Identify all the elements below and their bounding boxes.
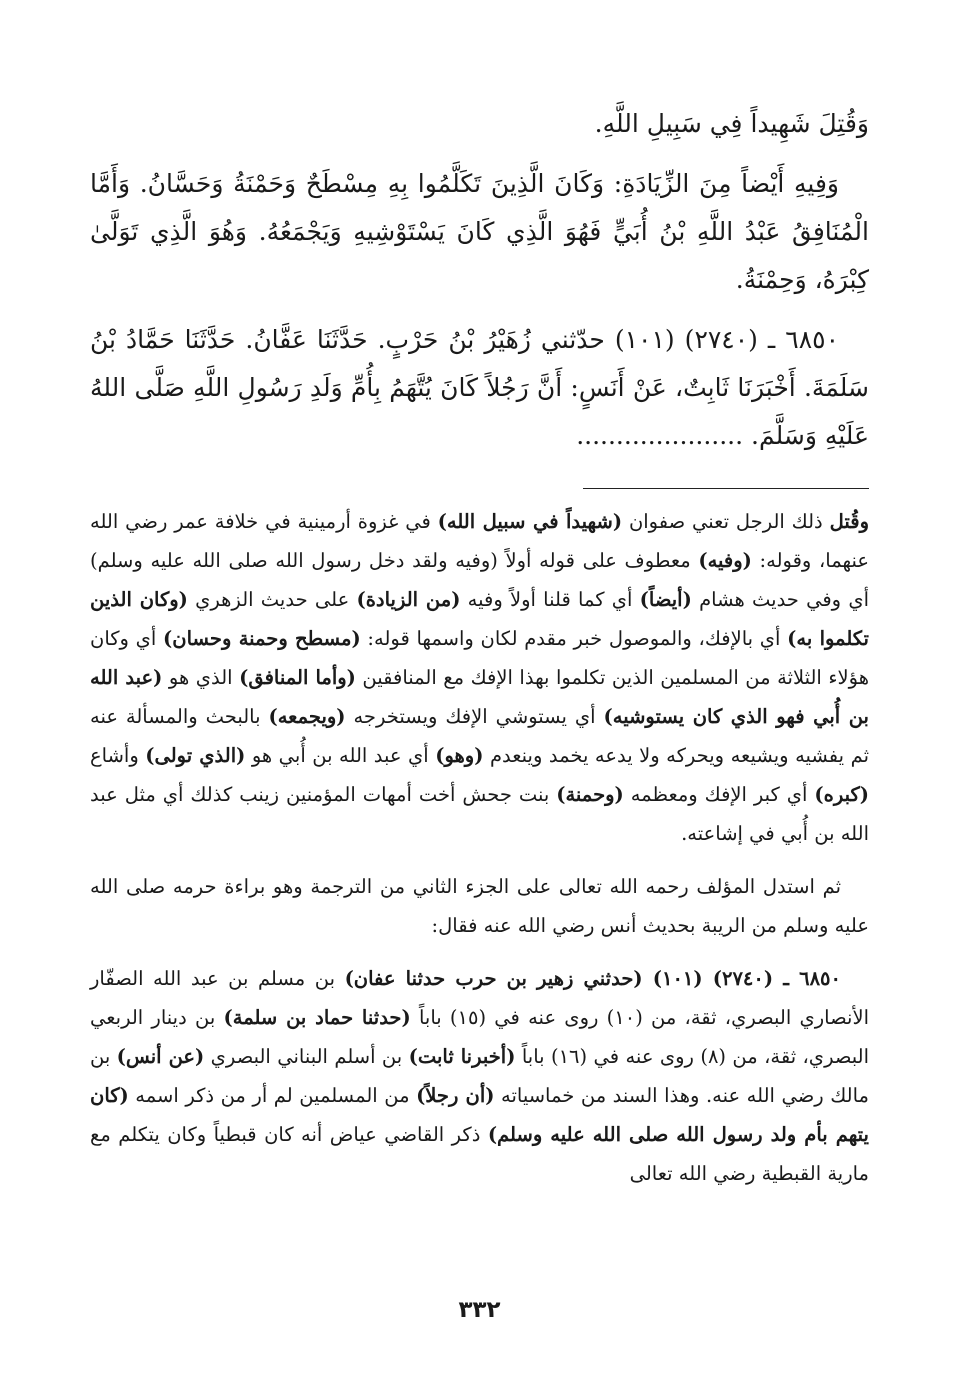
- commentary-text: أي يستوشي الإفك ويستخرجه: [345, 705, 604, 728]
- commentary-text: بن مسلم بن عبد الله الصفّار الأنصاري البصري، ثقة، من (١٠) روى عنه في (١٥) باباً: [90, 967, 869, 1029]
- bold-quoted-phrase: (أيضاً): [639, 588, 692, 611]
- hadith-text: [90, 100, 869, 472]
- commentary-text: أي عبد الله بن أُبي هو: [245, 744, 436, 767]
- book-page: [90, 0, 869, 1377]
- commentary-text: من المسلمين لم أر من ذكر اسمه: [128, 1084, 417, 1107]
- bold-quoted-phrase: (أخبرنا ثابت): [408, 1045, 516, 1068]
- bold-quoted-phrase: (حدثنا حماد بن سلمة): [223, 1006, 411, 1029]
- bold-quoted-phrase: (كان يتهم بأم ولد رسول الله صلى الله عليه وسلم): [90, 1084, 869, 1146]
- bold-quoted-phrase: (شهيداً في سبيل الله): [437, 510, 623, 533]
- commentary-text: على حديث الزهري: [187, 588, 357, 611]
- commentary-text: ذكر القاضي عياض أنه كان قبطياً وكان يتكلم مع مارية القبطية رضي الله تعالى: [90, 1123, 869, 1185]
- bold-quoted-phrase: (وحمنة): [556, 783, 624, 806]
- commentary-paragraph-2: ثم استدل المؤلف رحمه الله تعالى على الجزء الثاني من الترجمة وهو براءة حرمه صلى الله عليه وسلم من الريبة بحديث أنس رضي الله عنه فقال:: [90, 875, 869, 937]
- matn-line-1: وَقُتِلَ شَهِيداً فِي سَبِيلِ اللَّهِ.: [594, 109, 869, 138]
- bold-quoted-phrase: (من الزيادة): [356, 588, 461, 611]
- commentary-text: ذلك الرجل تعني صفوان: [622, 510, 830, 533]
- commentary-text: أي وكان هؤلاء الثلاثة من المسلمين الذين تكلموا بهذا الإفك مع المنافقين: [90, 627, 869, 689]
- commentary-text: معطوف على قوله أولاً (وفيه ولقد دخل رسول الله صلى الله عليه وسلم) أي وفي حديث هشام: [90, 549, 870, 611]
- bold-quoted-phrase: (وهو): [435, 744, 484, 767]
- bold-quoted-phrase: (ويجمعه): [268, 705, 346, 728]
- bold-quoted-phrase: (وأما المنافق): [239, 666, 356, 689]
- bold-quoted-phrase: (أن رجلاً): [416, 1084, 495, 1107]
- commentary-text: الذي هو: [162, 666, 240, 689]
- commentary-text: أي بالإفك، والموصول خبر مقدم لكان واسمها قوله:: [360, 627, 788, 650]
- bold-quoted-phrase: (عبد الله بن أُبي فهو الذي كان يستوشيه): [90, 666, 869, 728]
- bold-quoted-phrase: (مسطح وحمنة وحسان): [163, 627, 361, 650]
- bold-quoted-phrase: (الذي تولى): [145, 744, 246, 767]
- bold-quoted-phrase: ٦٨٥٠ ـ (٢٧٤٠) (١٠١) (حدثني زهير بن حرب حدثنا عفان): [344, 967, 841, 990]
- commentary-paragraph-3: [90, 959, 869, 1193]
- matn-hadith-6850: ٦٨٥٠ ـ (٢٧٤٠) (١٠١) حدّثني زُهَيْرُ بْنُ حَرْبٍ. حَدَّثَنَا عَفَّانُ. حَدَّثَنَا حَمَّادُ بْنُ سَلَمَةَ. أَخْبَرَنَا ثَابِتٌ، عَنْ أَنَسٍ: أَنَّ رَجُلاً كَانَ يُتَّهَمُ بِأُمِّ وَلَدِ رَسُولِ اللَّهِ صَلَّى اللهُ عَلَيْهِ وَسَلَّمَ.: [90, 325, 869, 450]
- matn-paragraph-3: [90, 316, 869, 460]
- commentary-text: بن مالك رضي الله عنه. وهذا السند من خماسياته: [90, 1045, 869, 1107]
- bold-quoted-phrase: (عن أنس): [116, 1045, 205, 1068]
- footnote-divider: [583, 488, 869, 489]
- commentary-text: وأشاع: [90, 744, 146, 767]
- commentary-paragraph-1: [90, 502, 869, 853]
- bold-quoted-phrase: (وفيه): [698, 549, 752, 572]
- commentary-text: أي كما قلنا أولاً وفيه: [460, 588, 640, 611]
- page-number: ٣٣٢: [458, 1297, 501, 1323]
- commentary: [90, 502, 869, 1207]
- commentary-text: في غزوة أرمينية في خلافة عمر رضي الله عنهما، وقوله:: [90, 510, 869, 572]
- bold-quoted-phrase: (كبره): [814, 783, 869, 806]
- commentary-text: بنت جحش أخت أمهات المؤمنين زينب كذلك أي مثل عبد الله بن أُبي في إشاعته.: [90, 783, 869, 845]
- ellipsis-dots: .....................: [576, 421, 744, 450]
- matn-paragraph-2: وَفِيهِ أَيْضاً مِنَ الزِّيَادَةِ: وَكَانَ الَّذِينَ تَكَلَّمُوا بِهِ مِسْطَحٌ وَحَمْنَةُ وَحَسَّانُ. وَأَمَّا الْمُنَافِقُ عَبْدُ اللَّهِ بْنُ أُبَيٍّ فَهُوَ الَّذِي كَانَ يَسْتَوْشِيهِ وَيَجْمَعُهُ. وَهُوَ الَّذِي تَوَلَّىٰ كِبْرَهُ، وَحِمْنَةُ.: [90, 169, 869, 294]
- bold-quoted-phrase: (وكان الذين تكلموا به): [90, 588, 869, 650]
- bold-quoted-phrase: وقُتل: [829, 510, 869, 533]
- commentary-text: بن أسلم البناني البصري: [204, 1045, 409, 1068]
- commentary-text: أي كبر الإفك ومعظمه: [623, 783, 815, 806]
- commentary-text: بالبحث والمسألة عنه ثم يفشيه ويشيعه ويحركه ولا يدعه يخمد وينعدم: [90, 705, 869, 767]
- commentary-text: بن دينار الربعي البصري، ثقة، من (٨) روى عنه في (١٦) باباً: [90, 1006, 869, 1068]
